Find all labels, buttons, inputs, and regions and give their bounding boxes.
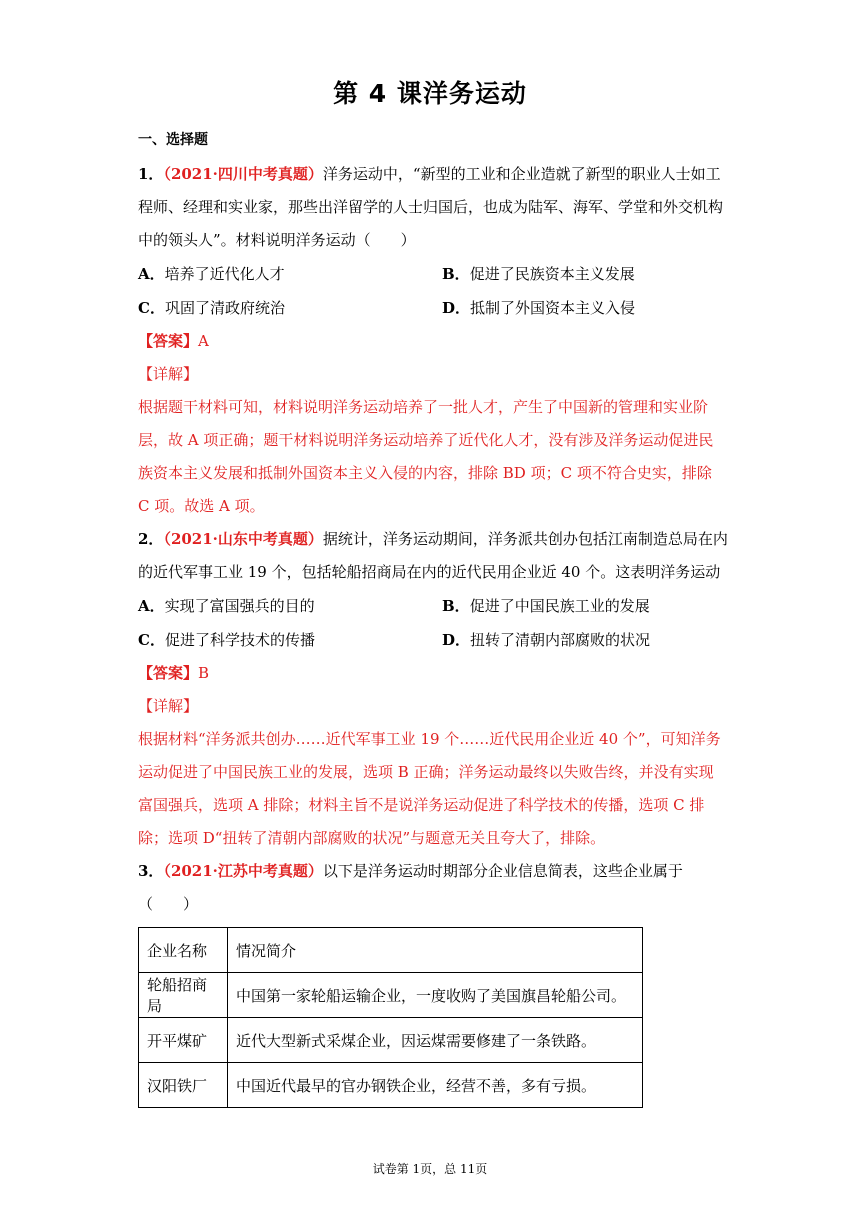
- table-cell: 开平煤矿: [139, 1018, 228, 1063]
- question-stem: 1．（2021·四川中考真题）洋务运动中，“新型的工业和企业造就了新型的职业人士如工程师、经理和实业家，那些出洋留学的人士归国后，也成为陆军、海军、学堂和外交机构中的领头人”。材料说明洋务运动（ ）: [138, 165, 724, 249]
- page-footer: 试卷第 1页，总 11页: [372, 1162, 488, 1176]
- section-heading: 一、选择题: [138, 132, 208, 148]
- page-title: 第 4 课洋务运动: [333, 79, 527, 108]
- table-cell: 近代大型新式采煤企业，因运煤需要修建了一条铁路。: [228, 1018, 643, 1063]
- option-d: D．抵制了外国资本主义入侵: [442, 299, 636, 317]
- table-cell: 轮船招商局: [139, 973, 228, 1018]
- table-header-cell: 情况简介: [228, 928, 643, 973]
- question-stem: 2．（2021·山东中考真题）据统计，洋务运动期间，洋务派共创办包括江南制造总局在内的近代军事工业 19 个，包括轮船招商局在内的近代民用企业近 40 个。这表明洋务运动: [138, 530, 728, 581]
- option-a: A．培养了近代化人才: [138, 265, 285, 283]
- option-b: B．促进了中国民族工业的发展: [442, 597, 650, 615]
- question-2: [138, 523, 728, 855]
- explanation-text: 根据材料“洋务派共创办……近代军事工业 19 个……近代民用企业近 40 个”，可知洋务运动促进了中国民族工业的发展，选项 B 正确；洋务运动最终以失败告终，并没有实现富国强兵，选项 A 排除；材料主旨不是说洋务运动促进了科学技术的传播，选项 C 排除；选项 D“扭转了清朝内部腐败的状况”与题意无关且夸大了，排除。: [138, 730, 721, 847]
- answer-line: 【答案】A: [138, 332, 209, 350]
- table-cell: 中国第一家轮船运输企业，一度收购了美国旗昌轮船公司。: [228, 973, 643, 1018]
- explanation-text: 根据题干材料可知，材料说明洋务运动培养了一批人才，产生了中国新的管理和实业阶层，故 A 项正确；题干材料说明洋务运动培养了近代化人才，没有涉及洋务运动促进民族资本主义发展和抵制外国资本主义入侵的内容，排除 BD 项；C 项不符合史实，排除 C 项。故选 A 项。: [138, 398, 714, 515]
- question-source: （2021·江苏中考真题）: [163, 862, 323, 880]
- table-header-cell: 企业名称: [139, 928, 228, 973]
- question-source: （2021·四川中考真题）: [163, 165, 323, 183]
- options: [138, 257, 728, 325]
- table-cell: 中国近代最早的官办钢铁企业，经营不善，多有亏损。: [228, 1063, 643, 1108]
- table-row: [139, 1063, 643, 1108]
- option-a: A．实现了富国强兵的目的: [138, 597, 315, 615]
- option-b: B．促进了民族资本主义发展: [442, 265, 635, 283]
- table-row: [139, 1018, 643, 1063]
- question-source: （2021·山东中考真题）: [163, 530, 323, 548]
- option-c: C．巩固了清政府统治: [138, 299, 285, 317]
- question-3: [138, 855, 728, 1108]
- table-row: [139, 973, 643, 1018]
- options: [138, 589, 728, 657]
- question-1: [138, 158, 728, 523]
- table-cell: 汉阳铁厂: [139, 1063, 228, 1108]
- option-d: D．扭转了清朝内部腐败的状况: [442, 631, 651, 649]
- table-header-row: [139, 928, 643, 973]
- document-body: [138, 130, 728, 1108]
- answer-line: 【答案】B: [138, 664, 210, 682]
- question-stem: 3．（2021·江苏中考真题）以下是洋务运动时期部分企业信息简表，这些企业属于（ ）: [138, 862, 683, 913]
- explanation-label: 【详解】: [138, 697, 199, 715]
- explanation-label: 【详解】: [138, 365, 199, 383]
- enterprise-table: [138, 927, 643, 1108]
- option-c: C．促进了科学技术的传播: [138, 631, 315, 649]
